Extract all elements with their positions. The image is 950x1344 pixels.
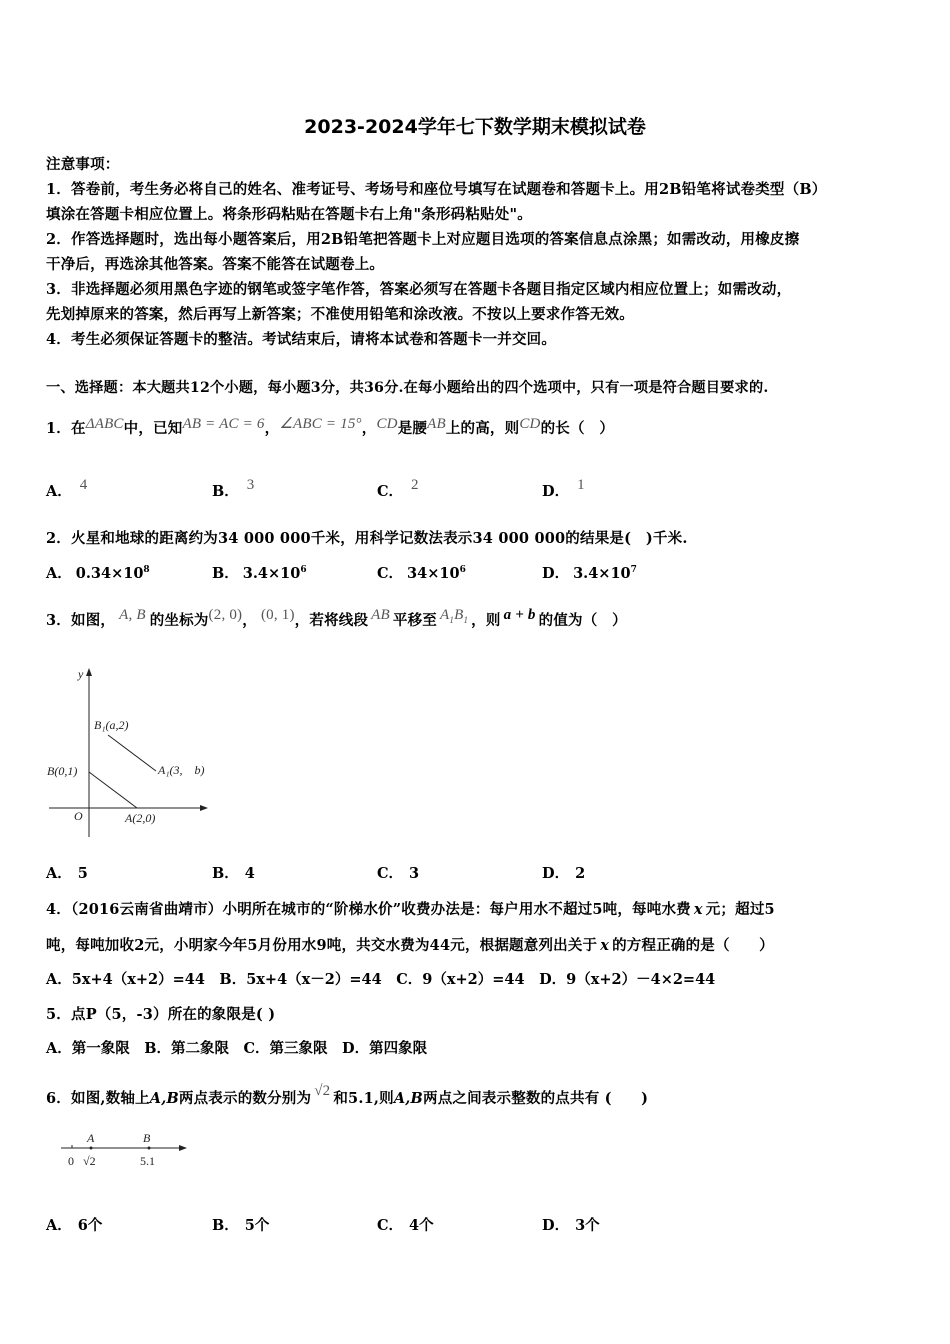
q6-option-c[interactable]: C． 4个 xyxy=(377,1217,434,1234)
notes-heading: 注意事项： xyxy=(46,156,120,173)
notes-line: 填涂在答题卡相应位置上。将条形码粘贴在答题卡右上角"条形码粘贴处"。 xyxy=(46,206,532,223)
question-4-line-1: 4．（2016云南省曲靖市）小明所在城市的“阶梯水价”收费办法是：每户用水不超过5吨，每吨水费 x 元；超过5 xyxy=(46,901,775,918)
math-expr: AB = AC = 6 xyxy=(182,416,265,432)
q4-options[interactable]: A．5x+4（x+2）=44 B．5x+4（x－2）=44 C．9（x+2）=44 D．9（x+2）－4×2=44 xyxy=(46,971,716,988)
question-4-line-2: 吨，每吨加收2元，小明家今年5月份用水9吨，共交水费为44元，根据题意列出关于 x 的方程正确的是（ ） xyxy=(46,937,774,954)
math-expr: CD xyxy=(519,416,541,432)
number-line-figure xyxy=(55,1128,195,1173)
notes-line: 1．答卷前，考生务必将自己的姓名、准考证号、考场号和座位号填写在试题卷和答题卡上。用2B铅笔将试卷类型（B） xyxy=(46,181,827,198)
sqrt2-label: √2 xyxy=(83,1154,96,1168)
q6-option-b[interactable]: B． 5个 xyxy=(212,1217,270,1234)
q3-option-d[interactable]: D． 2 xyxy=(542,865,586,882)
q6-option-a[interactable]: A． 6个 xyxy=(46,1217,103,1234)
notes-line: 4．考生必须保证答题卡的整洁。考试结束后，请将本试卷和答题卡一并交回。 xyxy=(46,331,557,348)
question-1: 1．在ΔABC中，已知AB = AC = 6，∠ABC = 15°，CD是腰AB上的高，则CD的长（ ） xyxy=(46,416,615,437)
notes-line: 3．非选择题必须用黑色字迹的钢笔或签字笔作答，答案必须写在答题卡各题目指定区域内相应位置上；如需改动， xyxy=(46,281,792,298)
math-expr: ∠ABC = 15° xyxy=(279,416,362,432)
q1-option-c[interactable]: C． 2 xyxy=(377,477,419,500)
point-b-label: B(0,1) xyxy=(47,764,78,778)
question-2: 2．火星和地球的距离约为34 000 000千米，用科学记数法表示34 000 000的结果是( )千米. xyxy=(46,530,688,547)
point-b1-label: B₁(a,2) xyxy=(94,718,129,732)
question-5: 5．点P（5，-3）所在的象限是( ) xyxy=(46,1006,276,1023)
q2-option-c[interactable]: C． $34\times 10^6$ xyxy=(377,565,466,582)
point-a1-label: A₁(3, b) xyxy=(158,763,205,777)
q3-option-c[interactable]: C． 3 xyxy=(377,865,420,882)
q1-option-a[interactable]: A． 4 xyxy=(46,477,88,500)
point-a-label: A xyxy=(87,1131,95,1145)
q3-option-b[interactable]: B． 4 xyxy=(212,865,255,882)
page-title: 2023-2024学年七下数学期末模拟试卷 xyxy=(304,116,646,138)
sqrt-expr: √2 xyxy=(314,1083,331,1099)
question-3: 3．如图， A, B 的坐标为(2, 0)， (0, 1)，若将线段 AB 平移至 $A_1B_1$ ，则 a + b 的值为（ ） xyxy=(46,607,627,629)
q2-option-b[interactable]: B． $3.4\times 10^6$ xyxy=(212,565,307,582)
coordinate-figure xyxy=(44,662,214,842)
q3-option-a[interactable]: A． 5 xyxy=(46,865,88,882)
q5-options[interactable]: A．第一象限 B．第二象限 C．第三象限 D．第四象限 xyxy=(46,1040,428,1057)
q1-option-d[interactable]: D． 1 xyxy=(542,477,585,500)
math-expr: CD xyxy=(376,416,398,432)
question-6: 6．如图,数轴上A,B两点表示的数分别为 √2 和5.1,则A,B两点之间表示整数的点共有 ( ) xyxy=(46,1083,649,1107)
q1-option-b[interactable]: B． 3 xyxy=(212,477,255,500)
notes-line: 2．作答选择题时，选出每小题答案后，用2B铅笔把答题卡上对应题目选项的答案信息点涂黑；如需改动，用橡皮擦 xyxy=(46,231,800,248)
q2-option-d[interactable]: D． $3.4\times 10^7$ xyxy=(542,565,637,582)
notes-line: 先划掉原来的答案，然后再写上新答案；不准使用铅笔和涂改液。不按以上要求作答无效。 xyxy=(46,306,634,323)
y-axis-label: y xyxy=(78,667,84,681)
q2-option-a[interactable]: A． $0.34\times 10^8$ xyxy=(46,565,150,582)
point-b-label: B xyxy=(143,1131,151,1145)
b-value-label: 5.1 xyxy=(140,1154,155,1168)
math-triangle: ΔABC xyxy=(85,416,124,432)
zero-label: 0 xyxy=(68,1154,74,1168)
notes-line: 干净后，再选涂其他答案。答案不能答在试题卷上。 xyxy=(46,256,385,273)
section-heading: 一、选择题：本大题共12个小题，每小题3分，共36分.在每小题给出的四个选项中，只有一项是符合题目要求的. xyxy=(46,380,769,396)
q6-option-d[interactable]: D． 3个 xyxy=(542,1217,600,1234)
math-expr: AB xyxy=(427,416,446,432)
origin-label: O xyxy=(74,809,83,823)
point-a-label: A(2,0) xyxy=(125,811,156,825)
